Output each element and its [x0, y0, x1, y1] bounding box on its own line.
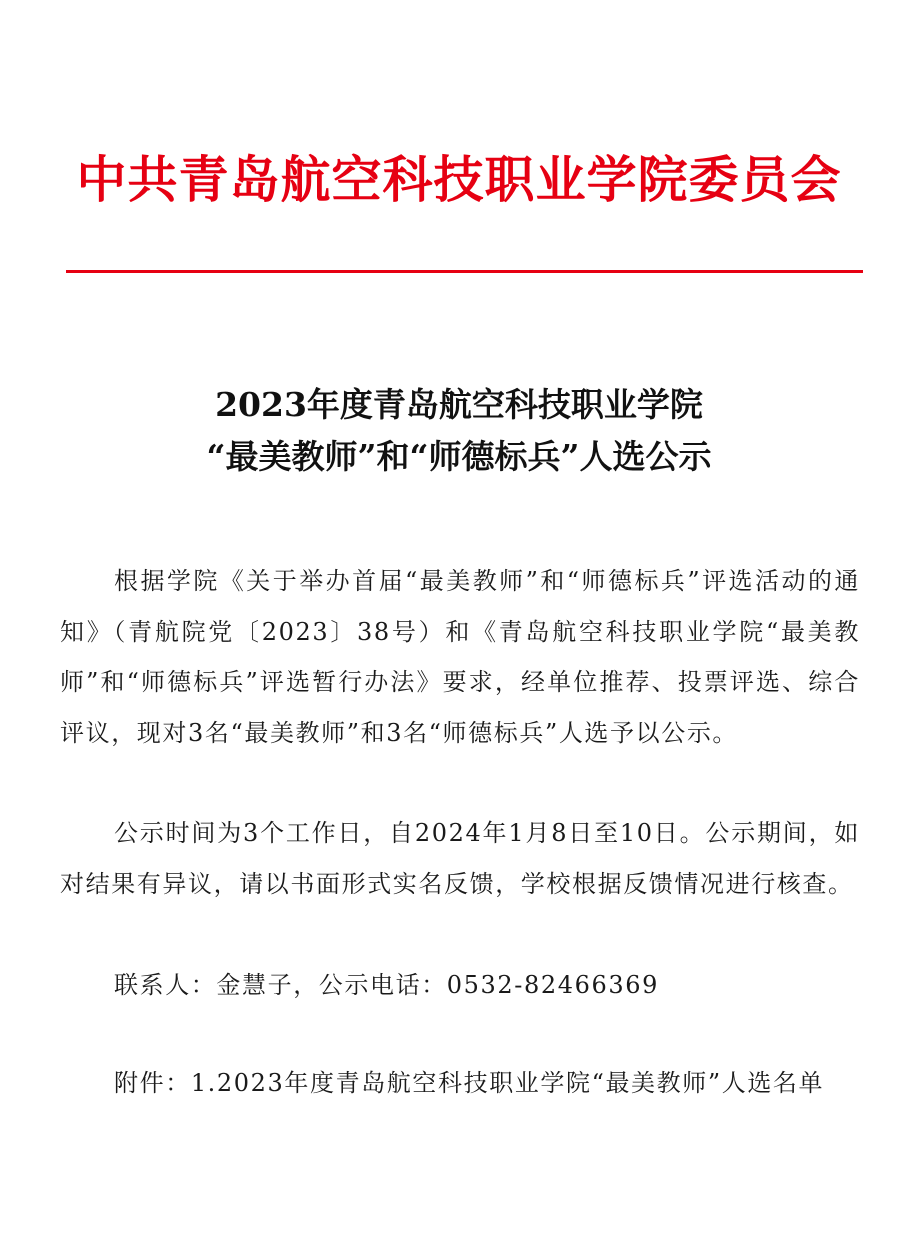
header-red-rule	[66, 270, 863, 273]
contact-line: 联系人：金慧子，公示电话：0532-82466369	[114, 971, 659, 999]
body-paragraph-period: 公示时间为3个工作日，自2024年1月8日至10日。公示期间，如对结果有异议，请以书面形式实名反馈，学校根据反馈情况进行核查。	[60, 819, 860, 898]
attachment-item: 1.2023年度青岛航空科技职业学院“最美教师”人选名单	[190, 1069, 825, 1097]
body-paragraph-basis: 根据学院《关于举办首届“最美教师”和“师德标兵”评选活动的通知》（青航院党〔2023〕38号）和《青岛航空科技职业学院“最美教师”和“师德标兵”评选暂行办法》要求，经单位推荐、投票评选、综合评议，现对3名“最美教师”和3名“师德标兵”人选予以公示。	[60, 567, 860, 747]
attachment-label: 附件：	[114, 1069, 191, 1097]
document-title-line-2: “最美教师”和“师德标兵”人选公示	[206, 437, 712, 476]
issuing-organization: 中共青岛航空科技职业学院委员会	[76, 150, 842, 209]
attachment-block	[114, 1058, 860, 1109]
document-title-line-1: 2023年度青岛航空科技职业学院	[215, 385, 703, 424]
